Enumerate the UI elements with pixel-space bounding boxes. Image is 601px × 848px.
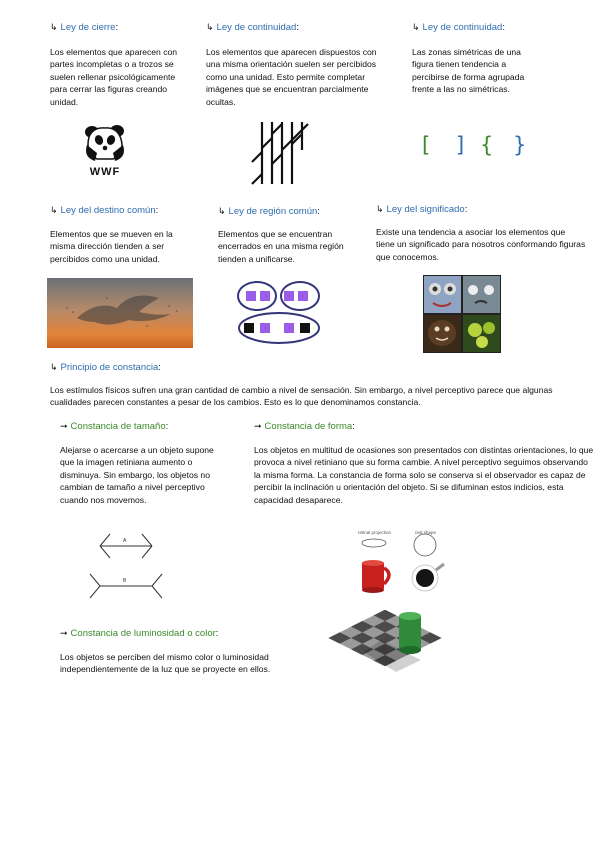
return-arrow-icon: ↳ bbox=[376, 204, 384, 214]
shape-constancy-figure bbox=[352, 530, 452, 605]
label-b: B bbox=[123, 578, 127, 584]
heading-text: Ley del significado bbox=[386, 204, 465, 215]
return-arrow-icon: ↳ bbox=[206, 22, 214, 32]
return-arrow-icon: ↳ bbox=[50, 22, 58, 32]
heading-principio-constancia: ↳ Principio de constancia: bbox=[50, 362, 161, 373]
heading-text: Ley de continuidad bbox=[216, 22, 297, 33]
heading-ley-cierre: ↳ Ley de cierre: bbox=[50, 22, 119, 33]
continuidad1-text: Los elementos que aparecen dispuestos con una misma orientación suelen ser percibidos como una unidad. Esto permite completar imágenes que se encuentran parcialmente ocultas. bbox=[206, 47, 377, 107]
checker-shadow-illusion bbox=[326, 610, 444, 694]
right-arrow-icon: ➞ bbox=[254, 421, 262, 431]
heading-ley-significado: ↳ Ley del significado: bbox=[376, 204, 468, 215]
return-arrow-icon: ↳ bbox=[50, 205, 58, 215]
bracket-close: ] bbox=[456, 133, 465, 157]
heading-ley-continuidad-1: ↳ Ley de continuidad: bbox=[206, 22, 299, 33]
wwf-logo-text: WWF bbox=[89, 166, 121, 178]
label-real-shape: real shape bbox=[415, 530, 437, 535]
luminosidad-text: Los objetos se perciben del mismo color o luminosidad independientemente de la luz que se proyecte en ellos. bbox=[60, 652, 271, 675]
heading-ley-destino-comun: ↳ Ley del destino común: bbox=[50, 205, 159, 216]
pareidolia-faces-photo bbox=[423, 275, 501, 353]
return-arrow-icon: ↳ bbox=[412, 22, 420, 32]
heading-text: Ley de cierre bbox=[60, 22, 116, 33]
heading-constancia-forma: ➞ Constancia de forma: bbox=[254, 421, 355, 432]
heading-ley-continuidad-2: ↳ Ley de continuidad: bbox=[412, 22, 505, 33]
label-retinal-projection: retinal projection bbox=[358, 530, 392, 535]
bracket-open: [ bbox=[422, 133, 431, 157]
heading-constancia-luminosidad: ➞ Constancia de luminosidad o color: bbox=[60, 628, 219, 639]
right-arrow-icon: ➞ bbox=[60, 628, 68, 638]
heading-text: Constancia de forma bbox=[264, 421, 353, 432]
brace-open: { bbox=[480, 133, 494, 157]
symmetry-brackets bbox=[422, 133, 532, 161]
right-arrow-icon: ➞ bbox=[60, 421, 68, 431]
continuidad2-text: Las zonas simétricas de una figura tienen tendencia a percibirse de forma agrupada frente a las no simétricas. bbox=[412, 47, 525, 95]
label-a: A bbox=[123, 538, 127, 544]
bird-flock-photo bbox=[47, 278, 193, 348]
heading-text: Ley de región común bbox=[228, 206, 318, 217]
constancia-text: Los estímulos físicos sufren una gran cantidad de cambio a nivel de sensación. Sin embargo, a nivel perceptivo parece que algunas cualidades parecen constantes a pesar de los cambios. Esto es lo que denominamos constancia. bbox=[50, 385, 553, 408]
heading-ley-region-comun: ↳ Ley de región común: bbox=[218, 206, 320, 217]
cierre-text: Los elementos que aparecen con partes incompletas o a trozos se suelen rellenar psicológicamente para cerrar las figuras creando unidad. bbox=[50, 47, 178, 107]
region-text: Elementos que se encuentran encerrados en una misma región tienden a unificarse. bbox=[218, 229, 344, 264]
heading-text: Principio de constancia bbox=[60, 362, 159, 373]
heading-text: Ley de continuidad bbox=[422, 22, 503, 33]
destino-text: Elementos que se mueven en la misma dirección tienden a ser percibidos como una unidad. bbox=[50, 229, 173, 264]
heading-text: Ley del destino común bbox=[60, 205, 156, 216]
significado-text: Existe una tendencia a asociar los elementos que tiene un significado para nosotros conformando figuras que conocemos. bbox=[376, 227, 586, 262]
return-arrow-icon: ↳ bbox=[50, 362, 58, 372]
forma-text: Los objetos en multitud de ocasiones son presentados con distintas orientaciones, lo que provoca a nivel retiniano que su forma cambie. A nivel perceptivo seguimos observando la misma forma. La constancia de forma solo se conserva si el observador es capaz de percibir la inclinación u orientación del objeto. Si se difuminan estos indicios, esta capacidad desaparece. bbox=[254, 445, 594, 505]
heading-text: Constancia de luminosidad o color bbox=[70, 628, 216, 639]
heading-text: Constancia de tamaño bbox=[70, 421, 166, 432]
muller-lyer-illusion bbox=[86, 528, 168, 606]
tamano-text: Alejarse o acercarse a un objeto supone que la imagen retiniana aumento o disminuya. Sin embargo, los objetos no cambian de tamaño a nivel perceptivo cuando nos movemos. bbox=[60, 445, 214, 505]
continuity-lines-figure bbox=[250, 120, 310, 186]
heading-constancia-tamano: ➞ Constancia de tamaño: bbox=[60, 421, 169, 432]
return-arrow-icon: ↳ bbox=[218, 206, 226, 216]
common-region-figure bbox=[236, 280, 322, 346]
wwf-panda-logo bbox=[83, 123, 127, 178]
brace-close: } bbox=[513, 133, 527, 157]
